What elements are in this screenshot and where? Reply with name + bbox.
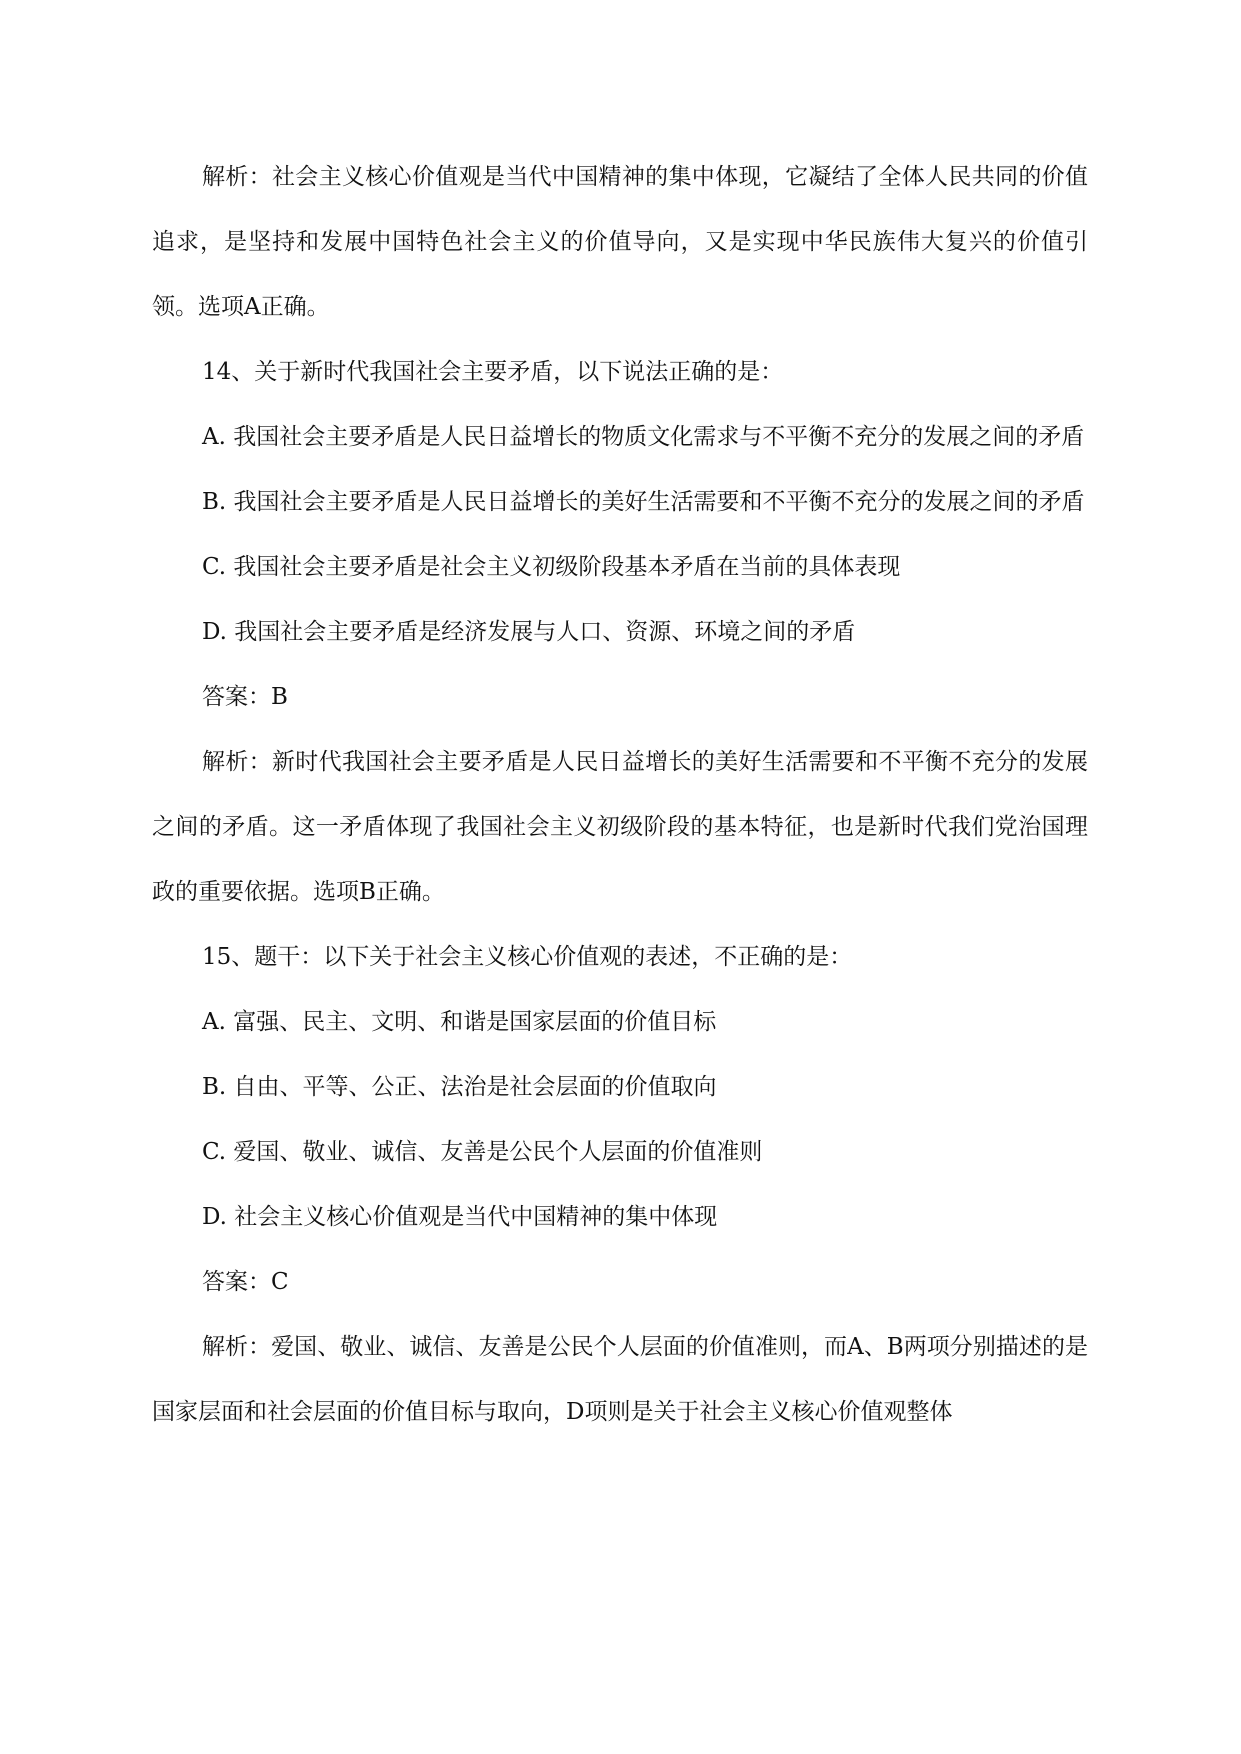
question-15-stem: 15、题干：以下关于社会主义核心价值观的表述，不正确的是： bbox=[202, 944, 853, 970]
question-15-option-a: A. 富强、民主、文明、和谐是国家层面的价值目标 bbox=[202, 1009, 717, 1035]
question-14-option-c: C. 我国社会主要矛盾是社会主义初级阶段基本矛盾在当前的具体表现 bbox=[202, 554, 901, 580]
question-14-option-b: B. 我国社会主要矛盾是人民日益增长的美好生活需要和不平衡不充分的发展之间的矛盾 bbox=[202, 489, 1085, 515]
question-15-option-d: D. 社会主义核心价值观是当代中国精神的集中体现 bbox=[202, 1204, 718, 1230]
document-body bbox=[152, 145, 1088, 1445]
question-15-option-b: B. 自由、平等、公正、法治是社会层面的价值取向 bbox=[202, 1074, 717, 1100]
question-15-answer: 答案：C bbox=[202, 1269, 289, 1295]
question-15-explanation: 解析：爱国、敬业、诚信、友善是公民个人层面的价值准则，而A、B两项分别描述的是国家层面和社会层面的价值目标与取向，D项则是关于社会主义核心价值观整体 bbox=[152, 1334, 1088, 1425]
explanation-q13: 解析：社会主义核心价值观是当代中国精神的集中体现，它凝结了全体人民共同的价值追求，是坚持和发展中国特色社会主义的价值导向，又是实现中华民族伟大复兴的价值引领。选项A正确。 bbox=[152, 164, 1088, 320]
question-14-explanation: 解析：新时代我国社会主要矛盾是人民日益增长的美好生活需要和不平衡不充分的发展之间的矛盾。这一矛盾体现了我国社会主义初级阶段的基本特征，也是新时代我们党治国理政的重要依据。选项B正确。 bbox=[152, 749, 1088, 905]
question-14-answer: 答案：B bbox=[202, 684, 288, 710]
question-14-option-a: A. 我国社会主要矛盾是人民日益增长的物质文化需求与不平衡不充分的发展之间的矛盾 bbox=[202, 424, 1085, 450]
question-15-option-c: C. 爱国、敬业、诚信、友善是公民个人层面的价值准则 bbox=[202, 1139, 763, 1165]
question-14-option-d: D. 我国社会主要矛盾是经济发展与人口、资源、环境之间的矛盾 bbox=[202, 619, 856, 645]
question-14-stem: 14、关于新时代我国社会主要矛盾，以下说法正确的是： bbox=[202, 359, 784, 385]
